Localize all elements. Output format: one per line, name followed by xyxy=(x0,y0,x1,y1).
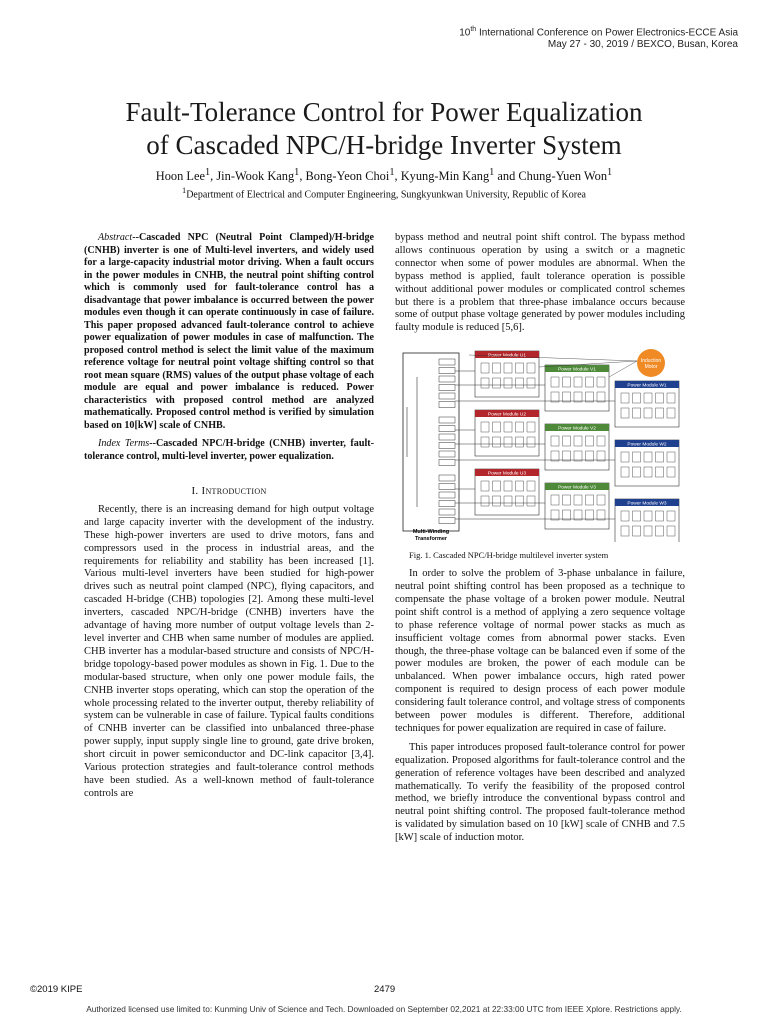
winding xyxy=(439,385,455,391)
switch-cell xyxy=(551,392,559,402)
module-label: Power Module U1 xyxy=(487,353,527,359)
power-module xyxy=(455,469,539,515)
switch-cell xyxy=(551,377,559,387)
switch-cell xyxy=(551,436,559,446)
switch-cell xyxy=(667,393,675,403)
switch-cell xyxy=(574,377,582,387)
winding xyxy=(439,368,455,374)
index-terms: Index Terms--Cascaded NPC/H-bridge (CNHB) inverter, fault-tolerance control, multi-level inverter, power equalization. xyxy=(84,438,374,462)
switch-cell xyxy=(551,451,559,461)
switch-cell xyxy=(481,496,489,506)
switch-cell xyxy=(574,392,582,402)
switch-cell xyxy=(597,495,605,505)
conference-name: 10th International Conference on Power Electronics-ECCE Asia xyxy=(459,26,738,39)
motor-label-2: Motor xyxy=(644,364,658,371)
winding xyxy=(439,451,455,457)
abstract: Abstract--Cascaded NPC (Neutral Point Clamped)/H-bridge (CNHB) inverter is one of Multi-level inverters, and widely used for a large-capacity industrial motor driving. When a fault occurs in the power modules in CNHB, the neutral point shifting control which is commonly used for fault-tolerance control has a disadvantage that power imbalance is occurred between the power modules even though it can operate continuously in case of failure. This paper proposed advanced fault-tolerance control to achieve power equalization of power modules in case of malfunction. The proposed control method is select the limit value of the maximum reference voltage for neutral point voltage shifting control so that root mean square (RMS) values of the output phase voltage of each module are equal and power imbalance is reduced. Power characteristics with proposed control method are analyzed mathematically. Proposed control method is verified by simulation based on 10[kW] scale of CNHB. xyxy=(84,232,374,431)
switch-cell xyxy=(586,495,594,505)
switch-cell xyxy=(481,363,489,373)
switch-cell xyxy=(563,436,571,446)
winding xyxy=(439,501,455,507)
license-notice: Authorized licensed use limited to: Kunming Univ of Science and Tech. Downloaded on September 02,2021 at 22:33:00 UTC from IEEE Xplore. Restrictions apply. xyxy=(86,1004,682,1014)
switch-cell xyxy=(621,467,629,477)
winding xyxy=(439,434,455,440)
figure-caption: Fig. 1. Cascaded NPC/H-bridge multilevel inverter system xyxy=(409,550,609,561)
output-line xyxy=(609,361,637,377)
switch-cell xyxy=(551,510,559,520)
winding xyxy=(439,475,455,481)
switch-cell xyxy=(597,510,605,520)
paper-title: Fault-Tolerance Control for Power Equalization of Cascaded NPC/H-bridge Inverter System xyxy=(125,97,643,160)
switch-cell xyxy=(633,408,641,418)
motor-label: Induction xyxy=(640,358,662,365)
transformer-label: Multi-Winding xyxy=(412,529,450,536)
switch-cell xyxy=(667,526,675,536)
switch-cell xyxy=(493,496,501,506)
switch-cell xyxy=(621,408,629,418)
module-label: Power Module W1 xyxy=(627,383,667,389)
power-module xyxy=(455,499,679,542)
switch-cell xyxy=(644,526,652,536)
conference-date-venue: May 27 - 30, 2019 / BEXCO, Busan, Korea xyxy=(547,39,738,51)
switch-cell xyxy=(597,451,605,461)
author: Jin-Wook Kang$^1$ xyxy=(216,167,300,184)
switch-cell xyxy=(633,393,641,403)
power-modules xyxy=(455,351,679,542)
switch-cell xyxy=(656,393,664,403)
switch-cell xyxy=(621,526,629,536)
winding xyxy=(439,509,455,515)
switch-cell xyxy=(621,452,629,462)
switch-cell xyxy=(481,378,489,388)
power-module xyxy=(455,410,539,456)
switch-cell xyxy=(563,510,571,520)
switch-cell xyxy=(586,436,594,446)
switch-cell xyxy=(586,392,594,402)
switch-cell xyxy=(504,378,512,388)
switch-cell xyxy=(586,377,594,387)
switch-cell xyxy=(633,511,641,521)
module-label: Power Module U3 xyxy=(487,471,527,477)
module-label: Power Module V1 xyxy=(558,367,596,373)
footer-copyright: ©2019 KIPE xyxy=(30,984,83,995)
winding xyxy=(439,359,455,365)
switch-cell xyxy=(481,481,489,491)
figure-cnhb-system xyxy=(395,347,685,542)
switch-cell xyxy=(633,452,641,462)
switch-cell xyxy=(516,496,524,506)
switch-cell xyxy=(563,377,571,387)
page-number: 2479 xyxy=(374,984,396,995)
switch-cell xyxy=(621,393,629,403)
switch-cell xyxy=(527,378,535,388)
switch-cell xyxy=(516,378,524,388)
switch-cell xyxy=(516,363,524,373)
switch-cell xyxy=(493,363,501,373)
switch-cell xyxy=(667,467,675,477)
switch-cell xyxy=(644,511,652,521)
module-label: Power Module W3 xyxy=(627,501,667,507)
winding xyxy=(439,443,455,449)
switch-cell xyxy=(667,452,675,462)
author: Chung-Yuen Won$^1$ xyxy=(518,167,613,184)
switch-cell xyxy=(644,467,652,477)
switch-cell xyxy=(493,378,501,388)
switch-cell xyxy=(551,495,559,505)
switch-cell xyxy=(516,437,524,447)
switch-cell xyxy=(644,393,652,403)
switch-cell xyxy=(527,422,535,432)
switch-cell xyxy=(504,481,512,491)
switch-cell xyxy=(481,422,489,432)
intro-paragraph-1: Recently, there is an increasing demand for high output voltage and large capacity inverter with the development of the industry. These high-power inverters are used to drive motors, fans and compressors used in the process in industrial areas, and the requirements for reliability and stability has been increased [1]. Various multi-level inverters have been studied for high-power drives such as neutral point clamped (NPC), flying capacitors, and cascaded H-bridge (CHB) topologies [2]. Among these multi-level inverters, cascaded NPC/H-bridge (CNHB) inverters have the advantage of having more number of output voltage levels than 2-level inverter and CHB when same number of modules are applied. CHB inverter has a modular-based structure and consists of NPC/H-bridge topology-based power modules as shown in Fig. 1. Due to the modular-based structure, when only one power module fails, the CNHB inverter stops operating, which can stop the operation of the whole processing related to the inverter output, thereby reliability of system can be vulnerable in case of failure. Typical faults conditions of CNHB inverter can be classified into unbalanced three-phase power supply, input supply single line to ground, gate drive broken, short circuit in power semiconductor and DC-link capacitor [3,4]. Various protection strategies and fault-tolerance control methods have been studied. As a well-known method of fault-tolerance controls are xyxy=(84,503,374,799)
switch-cell xyxy=(656,467,664,477)
switch-cell xyxy=(586,510,594,520)
winding xyxy=(439,460,455,466)
switch-cell xyxy=(516,481,524,491)
intro-paragraph-2: bypass method and neutral point shift control. The bypass method allows continuous operation by using a switch or a magnetic connector when some of power modules are abnormal. When the bypass method is applied, fault tolerance operation is possible without additional power modules or complicated control schemes but there is a problem that three-phase imbalance occurs because some of output phase voltage generated by power modules including faulty module is reduced [5,6]. xyxy=(395,232,685,334)
switch-cell xyxy=(574,451,582,461)
switch-cell xyxy=(574,510,582,520)
switch-cell xyxy=(504,422,512,432)
switch-cell xyxy=(644,408,652,418)
winding xyxy=(439,417,455,423)
author: Hoon Lee$^1$ xyxy=(155,167,211,184)
switch-cell xyxy=(597,436,605,446)
switch-cell xyxy=(527,363,535,373)
switch-cell xyxy=(563,392,571,402)
switch-cell xyxy=(527,481,535,491)
switch-cell xyxy=(493,481,501,491)
intro-paragraph-3: In order to solve the problem of 3-phase unbalance in failure, neutral point shifting control has been proposed as a technique to compensate the phase voltage of a broken power module. Neutral point shift control is a method of applying a zero sequence voltage to phase reference voltage of normal power stacks as much as insufficient voltage comes from abnormal power stacks. Even though, the three-phase voltage can be balanced even if some of the power modules are broken, the power of each module can be unbalanced. When power imbalance occurs, high rated power component is required to design process of each power module considering fault tolerance control, and voltage stress of components between power modules is different. Therefore, additional techniques for power equalization are required in case of failure. xyxy=(395,568,685,734)
module-label: Power Module U2 xyxy=(487,412,527,418)
switch-cell xyxy=(493,437,501,447)
author: Kyung-Min Kang$^1$ xyxy=(400,167,495,184)
switch-cell xyxy=(667,408,675,418)
switch-cell xyxy=(504,496,512,506)
switch-cell xyxy=(597,377,605,387)
winding xyxy=(439,492,455,498)
switch-cell xyxy=(597,392,605,402)
author-list: Hoon Lee$^1$, Jin-Wook Kang$^1$, Bong-Yeon Choi$^1$, Kyung-Min Kang$^1$ and Chung-Yuen Won$^1$ xyxy=(155,167,613,184)
author: Bong-Yeon Choi$^1$ xyxy=(305,167,395,184)
transformer-windings xyxy=(407,359,455,524)
affiliation: $^1$Department of Electrical and Computer Engineering, Sungkyunkwan University, Republic of Korea xyxy=(182,186,586,201)
winding xyxy=(439,426,455,432)
winding xyxy=(439,393,455,399)
winding xyxy=(439,484,455,490)
module-label: Power Module W2 xyxy=(627,442,667,448)
switch-cell xyxy=(563,495,571,505)
winding xyxy=(439,376,455,382)
switch-cell xyxy=(656,408,664,418)
switch-cell xyxy=(633,467,641,477)
left-column xyxy=(84,232,374,807)
switch-cell xyxy=(481,437,489,447)
conference-header xyxy=(459,24,738,51)
switch-cell xyxy=(633,526,641,536)
switch-cell xyxy=(656,452,664,462)
switch-cell xyxy=(493,422,501,432)
switch-cell xyxy=(586,451,594,461)
winding xyxy=(439,518,455,524)
switch-cell xyxy=(656,526,664,536)
switch-cell xyxy=(563,451,571,461)
transformer-label-2: Transformer xyxy=(414,536,448,543)
switch-cell xyxy=(667,511,675,521)
intro-paragraph-4: This paper introduces proposed fault-tolerance control for power equalization. Proposed algorithms for fault-tolerance control and the generation of reference voltages have been described and analyzed mathematically. To verify the feasibility of the proposed control method, we briefly introduce the conventional bypass control and neutral point shifting control. The proposed fault-tolerance method is validated by simulation based on 10 [kW] scale of CNHB and 7.5 [kW] scale of induction motor. xyxy=(395,741,685,844)
switch-cell xyxy=(621,511,629,521)
module-label: Power Module V3 xyxy=(558,485,596,491)
switch-cell xyxy=(527,437,535,447)
switch-cell xyxy=(656,511,664,521)
switch-cell xyxy=(504,363,512,373)
section-heading-introduction: I. Introduction xyxy=(191,485,267,497)
switch-cell xyxy=(574,436,582,446)
right-column xyxy=(395,232,685,851)
switch-cell xyxy=(644,452,652,462)
power-module xyxy=(455,351,539,397)
switch-cell xyxy=(574,495,582,505)
winding xyxy=(439,402,455,408)
switch-cell xyxy=(504,437,512,447)
switch-cell xyxy=(527,496,535,506)
switch-cell xyxy=(516,422,524,432)
transformer-box xyxy=(403,353,459,531)
module-label: Power Module V2 xyxy=(558,426,596,432)
